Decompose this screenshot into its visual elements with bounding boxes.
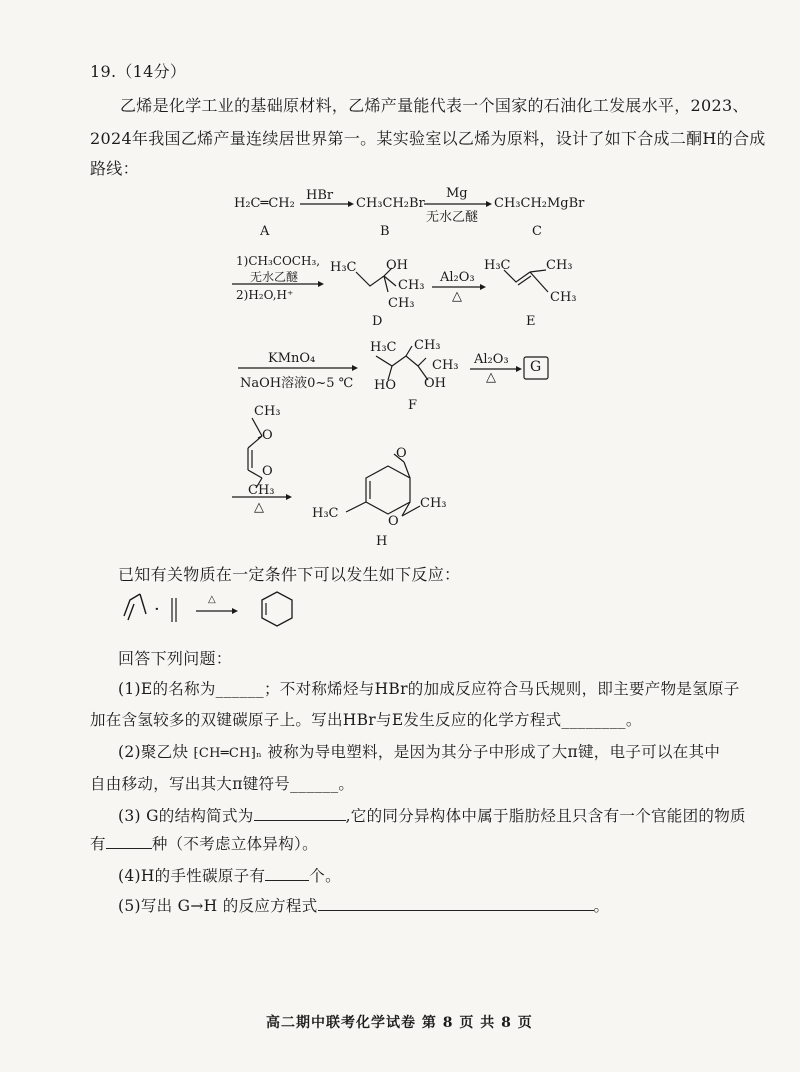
step4-reagent-bottom: △ <box>452 289 462 304</box>
label-B: B <box>380 224 390 239</box>
q4-blank[interactable] <box>265 866 309 881</box>
E-label-H3C: H₃C <box>484 258 511 273</box>
q2-suffix: 被称为导电塑料，是因为其分子中形成了大π键，电子可以在其中 <box>267 743 721 761</box>
answer-prompt: 回答下列问题： <box>118 649 233 668</box>
q3-line2 <box>90 828 318 861</box>
F-label-OH: OH <box>424 376 446 391</box>
dienone-label-O-top: O <box>262 428 273 443</box>
F-label-CH3-a: CH₃ <box>414 338 441 353</box>
compound-B-formula: CH₃CH₂Br <box>356 196 425 211</box>
label-F: F <box>408 398 418 413</box>
q3-text-b: ,它的同分异构体中属于脂肪烃且只含有一个官能团的物质 <box>345 807 746 825</box>
D-label-H3C: H₃C <box>330 260 357 275</box>
q4-text-b: 个。 <box>309 867 341 885</box>
step3-reagent-1: 1)CH₃COCH₃, <box>236 254 321 268</box>
question-score: （14分） <box>116 62 187 81</box>
H-label-O-bottom: O <box>388 514 399 529</box>
dienone-label-O-bottom: O <box>262 464 273 479</box>
question-number: 19. <box>90 62 117 81</box>
structure-dienone <box>252 418 262 436</box>
structure-H <box>366 466 410 514</box>
q1-line2: 加在含氢较多的双键碳原子上。写出HBr与E发生反应的化学方程式________。 <box>90 711 642 729</box>
compound-C-formula: CH₃CH₂MgBr <box>494 196 585 211</box>
q1-line1: (1)E的名称为______；不对称烯烃与HBr的加成反应符合马氏规则，即主要产物是氢原子 <box>118 680 740 698</box>
D-label-CH3-b: CH₃ <box>388 296 415 311</box>
intro-line-3: 路线： <box>90 159 139 178</box>
q2-prefix: (2)聚乙炔 <box>118 743 189 761</box>
intro-line-2: 2024年我国乙烯产量连续居世界第一。某实验室以乙烯为原料，设计了如下合成二酮H的合成 <box>90 129 766 148</box>
q2-formula: ⁅CH═CH⁆ₙ <box>193 746 263 761</box>
F-label-CH3-b: CH₃ <box>432 358 459 373</box>
compound-A-formula: H₂C═CH₂ <box>234 196 295 211</box>
label-G: G <box>530 359 542 375</box>
step5-reagent-bottom: NaOH溶液0~5 ℃ <box>240 376 354 391</box>
E-label-CH3-a: CH₃ <box>546 258 573 273</box>
step1-reagent: HBr <box>306 188 334 203</box>
page-footer: 高二期中联考化学试卷 第 8 页 共 8 页 <box>266 1015 533 1031</box>
dienone-label-CH3-bottom: CH₃ <box>248 483 275 498</box>
q5-blank[interactable] <box>318 896 594 911</box>
H-label-CH3: CH₃ <box>420 496 447 511</box>
known-reaction-text: 已知有关物质在一定条件下可以发生如下反应： <box>118 565 461 584</box>
step3-reagent-3: 2)H₂O,H⁺ <box>236 288 294 302</box>
q5-text-b: 。 <box>593 897 610 915</box>
step4-reagent-top: Al₂O₃ <box>440 270 475 285</box>
q4-line <box>118 860 341 893</box>
intro-line-1: 乙烯是化学工业的基础原材料，乙烯产量能代表一个国家的石油化工发展水平，2023、 <box>120 96 749 115</box>
dienone-label-CH3-top: CH₃ <box>254 404 281 419</box>
E-label-CH3-b: CH₃ <box>550 290 577 305</box>
structure-D <box>356 272 384 286</box>
H-label-H3C: H₃C <box>312 506 339 521</box>
label-H: H <box>376 534 388 549</box>
step6-reagent-bottom: △ <box>486 370 496 385</box>
q5-line <box>118 890 609 923</box>
step6-reagent-top: Al₂O₃ <box>474 352 509 367</box>
F-label-H3C: H₃C <box>370 340 397 355</box>
label-C: C <box>532 224 542 239</box>
step3-reagent-2: 无水乙醚 <box>250 270 299 284</box>
step7-reagent-bottom: △ <box>254 500 264 515</box>
q2-line2: 自由移动，写出其大π键符号______。 <box>90 775 355 793</box>
q5-text-a: (5)写出 G→H 的反应方程式 <box>118 897 318 915</box>
F-label-HO: HO <box>374 378 396 393</box>
H-label-O-top: O <box>396 446 407 461</box>
q3-text-d: 种（不考虑立体异构）。 <box>151 835 318 853</box>
known-condition: △ <box>208 594 216 605</box>
q3-blank-structure[interactable] <box>254 806 346 821</box>
structure-F <box>376 356 418 366</box>
step2-reagent-top: Mg <box>446 186 468 201</box>
q3-blank-count[interactable] <box>106 834 152 849</box>
D-label-CH3-a: CH₃ <box>398 278 425 293</box>
D-label-OH: OH <box>386 258 408 273</box>
q4-text-a: (4)H的手性碳原子有 <box>118 867 266 885</box>
known-plus: · <box>154 599 160 620</box>
label-D: D <box>372 314 383 329</box>
q3-text-a: (3) G的结构简式为 <box>118 807 254 825</box>
known-diene <box>124 594 140 616</box>
label-A: A <box>260 224 270 239</box>
q3-text-c: 有 <box>90 835 106 853</box>
step5-reagent-top: KMnO₄ <box>268 351 316 366</box>
label-E: E <box>526 314 536 329</box>
q2-line1 <box>118 736 720 770</box>
step2-reagent-bottom: 无水乙醚 <box>426 210 479 225</box>
